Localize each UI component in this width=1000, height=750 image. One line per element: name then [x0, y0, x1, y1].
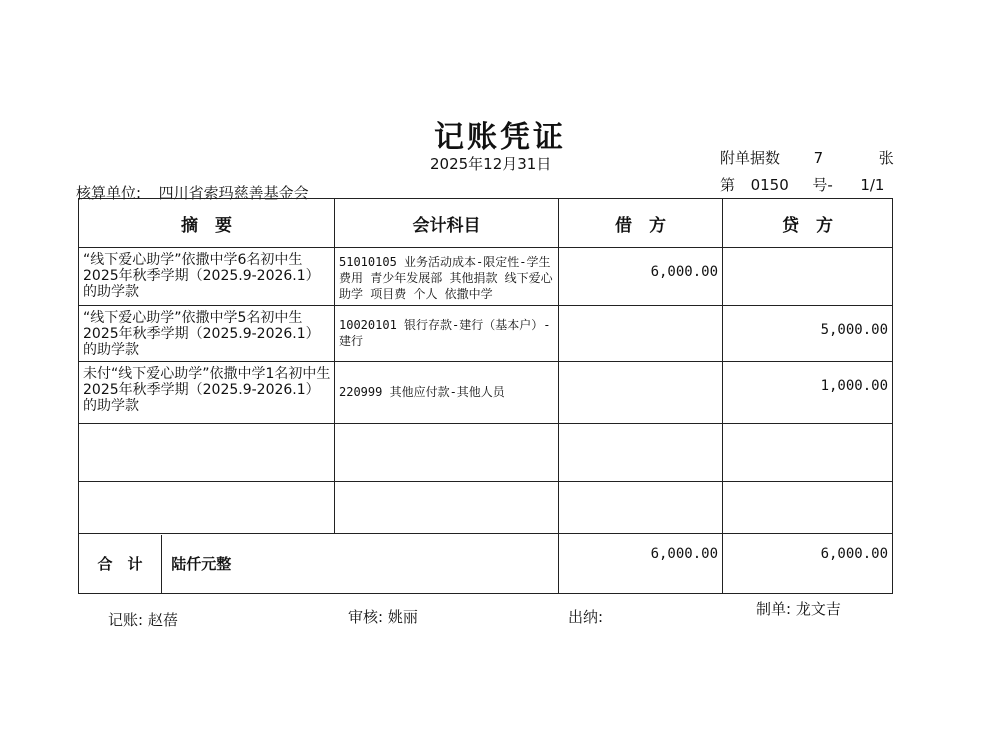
signature-bookkeeper: [108, 609, 178, 630]
bookkeeper-label: 记账:: [108, 611, 144, 629]
entry-summary: “线下爱心助学”依撒中学5名初中生2025年秋季学期（2025.9-2026.1）的助学款: [79, 306, 335, 362]
total-cell: [79, 534, 559, 594]
entry-account: 10020101 银行存款-建行（基本户）-建行: [335, 306, 559, 362]
voucher-title: 记账凭证: [434, 120, 566, 155]
total-debit: 6,000.00: [559, 534, 723, 594]
empty-row: [79, 424, 893, 482]
voucher-number-value: 0150: [750, 176, 789, 194]
entry-account: 220999 其他应付款-其他人员: [335, 362, 559, 424]
total-row: [79, 534, 893, 594]
table-row: [79, 362, 893, 424]
table-row: [79, 306, 893, 362]
signature-preparer: [756, 598, 841, 619]
attachment-number: 7: [813, 149, 824, 167]
empty-row: [79, 482, 893, 534]
entry-credit: 1,000.00: [723, 362, 893, 424]
entry-summary: 未付“线下爱心助学”依撒中学1名初中生2025年秋季学期（2025.9-2026.1）的助学款: [79, 362, 335, 424]
voucher-prefix: 第: [720, 176, 736, 194]
entry-credit: 5,000.00: [723, 306, 893, 362]
header-summary: 摘 要: [79, 199, 335, 248]
attachment-count: [720, 147, 894, 168]
entry-debit: [559, 362, 723, 424]
voucher-number: [720, 174, 884, 195]
unit-label: 核算单位:: [76, 184, 142, 202]
entry-summary: “线下爱心助学”依撒中学6名初中生2025年秋季学期（2025.9-2026.1）的助学款: [79, 248, 335, 306]
entry-debit: [559, 306, 723, 362]
reviewer-label: 审核:: [348, 608, 384, 626]
voucher-page: 1/1: [860, 176, 885, 194]
signature-reviewer: [348, 606, 418, 627]
total-label: 合 计: [79, 535, 162, 593]
voucher-suffix: 号-: [812, 176, 833, 194]
unit-name: 四川省索玛慈善基金会: [158, 184, 309, 202]
preparer-label: 制单:: [756, 600, 792, 618]
header-account: 会计科目: [335, 199, 559, 248]
table-row: [79, 248, 893, 306]
voucher-date: 2025年12月31日: [430, 155, 552, 173]
entry-account: 51010105 业务活动成本-限定性-学生费用 青少年发展部 其他捐款 线下爱心助学 项目费 个人 依撒中学: [335, 248, 559, 306]
reviewer-name: 姚丽: [387, 608, 418, 626]
preparer-name: 龙文吉: [795, 600, 841, 618]
attachment-label: 附单据数: [720, 149, 781, 167]
signature-cashier: [568, 606, 603, 627]
header-row: [79, 199, 893, 248]
voucher-table: [78, 198, 893, 594]
entry-credit: [723, 248, 893, 306]
total-credit: 6,000.00: [723, 534, 893, 594]
attachment-unit: 张: [878, 149, 894, 167]
cashier-label: 出纳:: [568, 608, 604, 626]
header-credit: 贷 方: [723, 199, 893, 248]
bookkeeper-name: 赵蓓: [147, 611, 178, 629]
header-debit: 借 方: [559, 199, 723, 248]
entry-debit: 6,000.00: [559, 248, 723, 306]
total-amount-words: 陆仟元整: [171, 554, 232, 573]
